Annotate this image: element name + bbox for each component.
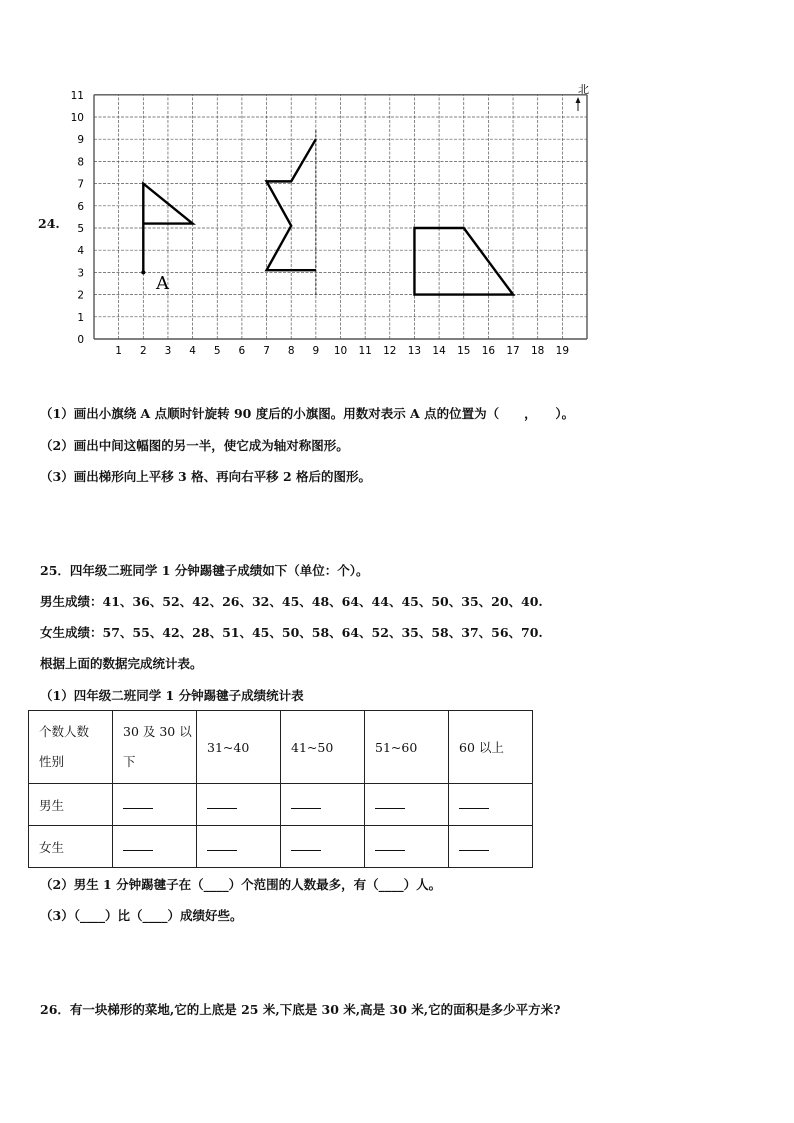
shapes: [141, 130, 513, 294]
q25-boys-scores: 男生成绩：41、36、52、42、26、32、45、48、64、44、45、50、35、20、40.: [40, 594, 543, 609]
y-tick-label: 6: [77, 200, 84, 213]
blank-cell[interactable]: [197, 784, 281, 826]
col-header-3: 41~50: [281, 711, 365, 784]
y-tick-label: 1: [77, 311, 84, 324]
corner-bottom-label: 性别: [39, 754, 65, 769]
col-header-1-line2: 下: [123, 754, 136, 769]
q24-subquestion-2: （2）画出中间这幅图的另一半，使它成为轴对称图形。: [40, 438, 349, 453]
blank-cell[interactable]: [113, 826, 197, 868]
q25-subquestion-2: （2）男生 1 分钟踢毽子在（____）个范围的人数最多，有（____）人。: [40, 877, 442, 892]
y-tick-label: 0: [77, 334, 84, 346]
x-tick-label: 8: [287, 345, 295, 357]
y-tick-label: 3: [77, 267, 84, 280]
col-header-2: 31~40: [197, 711, 281, 784]
row-label-girls: 女生: [29, 826, 113, 868]
question-number-24: 24.: [38, 216, 60, 231]
q25-table-title: （1）四年级二班同学 1 分钟踢毽子成绩统计表: [40, 688, 304, 703]
y-tick-label: 7: [77, 178, 84, 191]
blank-cell[interactable]: [449, 784, 533, 826]
blank-cell[interactable]: [365, 784, 449, 826]
col-header-4: 51~60: [365, 711, 449, 784]
table-row-boys: [29, 784, 533, 826]
x-tick-label: 3: [164, 345, 172, 357]
x-tick-label: 6: [238, 345, 246, 357]
blank-cell[interactable]: [365, 826, 449, 868]
grid-lines: [94, 95, 587, 339]
table-corner-cell: [29, 711, 113, 784]
x-tick-label: 11: [358, 345, 372, 357]
q25-subquestion-3: （3）（____）比（____）成绩好些。: [40, 908, 243, 923]
x-tick-label: 18: [531, 345, 545, 357]
statistics-table: [28, 710, 533, 868]
x-tick-label: 4: [189, 345, 196, 357]
x-tick-label: 12: [383, 345, 397, 357]
north-arrowhead-icon: [576, 97, 581, 103]
x-tick-label: 9: [312, 345, 320, 357]
point-a-label: A: [156, 273, 169, 294]
north-label: 北: [578, 83, 589, 96]
x-tick-label: 14: [432, 345, 446, 357]
q26-text: 26．有一块梯形的菜地,它的上底是 25 米,下底是 30 米,高是 30 米,它的面积是多少平方米?: [40, 1002, 561, 1017]
row-label-boys: 男生: [29, 784, 113, 826]
x-tick-label: 10: [333, 345, 348, 357]
x-tick-label: 16: [481, 345, 496, 357]
y-tick-label: 9: [77, 134, 84, 147]
blank-cell[interactable]: [113, 784, 197, 826]
q24-subquestion-1: （1）画出小旗绕 A 点顺时针旋转 90 度后的小旗图。用数对表示 A 点的位置为（ ， ）。: [40, 406, 575, 421]
y-tick-label: 10: [70, 112, 84, 124]
x-tick-label: 15: [457, 345, 471, 357]
blank-cell[interactable]: [449, 826, 533, 868]
coordinate-grid-figure: [0, 0, 794, 380]
x-tick-label: 19: [555, 345, 570, 357]
col-header-1: [113, 711, 197, 784]
q25-title: 25．四年级二班同学 1 分钟踢毽子成绩如下（单位：个）。: [40, 563, 369, 578]
corner-top-label: 个数人数: [39, 724, 90, 739]
table-header-row: [29, 711, 533, 784]
x-tick-label: 7: [263, 345, 270, 357]
x-tick-label: 17: [506, 345, 520, 357]
q25-girls-scores: 女生成绩：57、55、42、28、51、45、50、58、64、52、35、58、37、56、70.: [40, 625, 543, 640]
q24-subquestion-3: （3）画出梯形向上平移 3 格、再向右平移 2 格后的图形。: [40, 469, 372, 484]
x-tick-label: 1: [115, 345, 122, 357]
blank-cell[interactable]: [197, 826, 281, 868]
y-tick-label: 5: [77, 223, 84, 235]
y-tick-label: 2: [77, 289, 84, 302]
blank-cell[interactable]: [281, 784, 365, 826]
y-tick-label: 4: [77, 245, 84, 258]
point-a-dot: [141, 270, 145, 274]
blank-cell[interactable]: [281, 826, 365, 868]
y-tick-label: 11: [70, 89, 84, 102]
col-header-1-line1: 30 及 30 以: [123, 724, 192, 739]
q25-instruction: 根据上面的数据完成统计表。: [40, 656, 203, 671]
y-tick-label: 8: [77, 156, 84, 169]
x-tick-label: 5: [213, 345, 221, 357]
x-tick-label: 13: [407, 345, 422, 357]
x-tick-label: 2: [139, 345, 147, 357]
table-row-girls: [29, 826, 533, 868]
col-header-5: 60 以上: [449, 711, 533, 784]
